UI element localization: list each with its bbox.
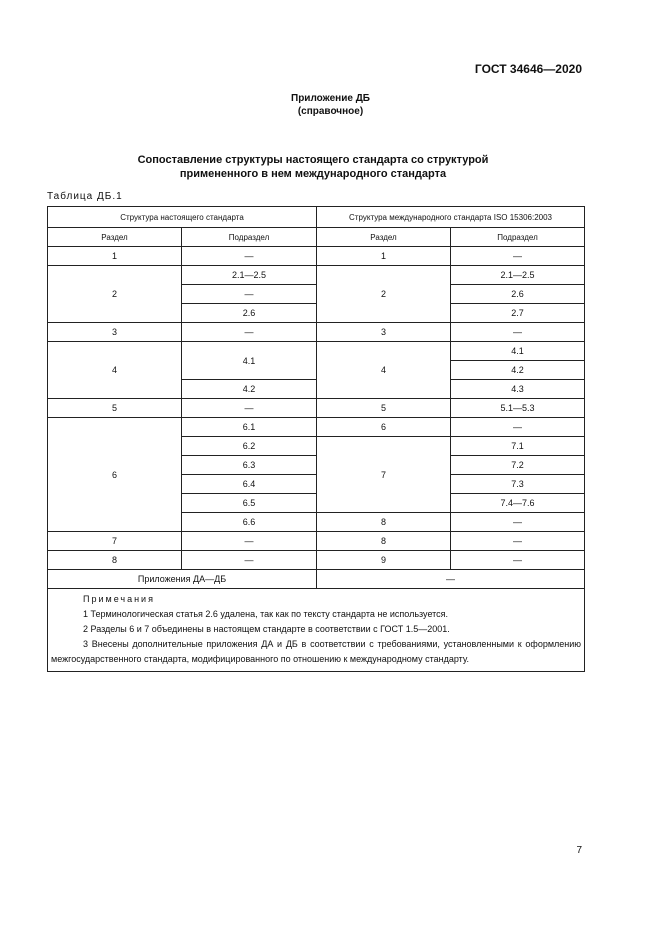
document-number: ГОСТ 34646—2020 <box>474 62 582 76</box>
note-item: 3 Внесены дополнительные приложения ДА и ДБ в соответствии с требованиями, установленными к оформлению межгосударственного стандарта, модифицированного по отношению к международному стандарту. <box>51 639 582 664</box>
table-cell: — <box>451 513 585 532</box>
table-cell: 3 <box>317 323 451 342</box>
table-row <box>48 551 585 570</box>
table-row <box>48 418 585 437</box>
table-cell: 6.4 <box>182 475 317 494</box>
appendix-name: Приложение ДБ <box>291 93 370 104</box>
table-cell: 3 <box>48 323 182 342</box>
table-cell: 2 <box>48 266 182 323</box>
header-international-structure: Структура международного стандарта ISO 15306:2003 <box>317 207 585 228</box>
table-cell: 1 <box>48 247 182 266</box>
header-international-subsection: Подраздел <box>451 228 585 247</box>
table-cell: 4 <box>48 342 182 399</box>
table-cell: 6.2 <box>182 437 317 456</box>
table-row <box>48 266 585 285</box>
table-cell: — <box>451 551 585 570</box>
table-cell: 7.1 <box>451 437 585 456</box>
table-cell: 6 <box>48 418 182 532</box>
table-cell: 7.4—7.6 <box>451 494 585 513</box>
table-row <box>48 342 585 361</box>
header-national-section: Раздел <box>48 228 182 247</box>
comparison-title-line-1: Сопоставление структуры настоящего стандарта со структурой <box>137 154 489 166</box>
table-cell: 9 <box>317 551 451 570</box>
note-item: 2 Разделы 6 и 7 объединены в настоящем стандарте в соответствии с ГОСТ 1.5—2001. <box>83 624 450 634</box>
header-national-structure: Структура настоящего стандарта <box>48 207 317 228</box>
table-cell: 2.6 <box>182 304 317 323</box>
table-cell: 7.3 <box>451 475 585 494</box>
table-cell: — <box>451 418 585 437</box>
table-cell: — <box>451 247 585 266</box>
table-cell: 6.6 <box>182 513 317 532</box>
table-row <box>48 532 585 551</box>
table-cell: 6.1 <box>182 418 317 437</box>
table-cell: 7.2 <box>451 456 585 475</box>
table-cell: 2.1—2.5 <box>182 266 317 285</box>
table-cell: 4.2 <box>451 361 585 380</box>
table-cell: 8 <box>317 513 451 532</box>
table-cell: 7 <box>48 532 182 551</box>
table-subheader-row <box>48 228 585 247</box>
table-cell: 8 <box>317 532 451 551</box>
comparison-title-line-2: примененного в нем международного стандарта <box>179 168 447 180</box>
table-cell: 4.3 <box>451 380 585 399</box>
table-cell: 6.3 <box>182 456 317 475</box>
table-cell: — <box>182 532 317 551</box>
table-header-row <box>48 207 585 228</box>
appendix-title <box>0 92 661 118</box>
table-cell: — <box>182 323 317 342</box>
table-cell: 6 <box>317 418 451 437</box>
table-cell: 2.7 <box>451 304 585 323</box>
table-cell: 5 <box>48 399 182 418</box>
table-cell: 1 <box>317 247 451 266</box>
table-cell: 4 <box>317 342 451 399</box>
header-international-section: Раздел <box>317 228 451 247</box>
table-cell: — <box>451 532 585 551</box>
table-cell: 6.5 <box>182 494 317 513</box>
table-cell: — <box>317 570 585 589</box>
appendix-type: (справочное) <box>297 106 364 117</box>
table-cell: — <box>182 285 317 304</box>
header-national-subsection: Подраздел <box>182 228 317 247</box>
notes-row <box>48 589 585 672</box>
table-row <box>48 247 585 266</box>
table-cell: 8 <box>48 551 182 570</box>
table-row <box>48 323 585 342</box>
table-cell: 2.6 <box>451 285 585 304</box>
note-item: 1 Терминологическая статья 2.6 удалена, так как по тексту стандарта не используется. <box>83 609 449 619</box>
table-row <box>48 570 585 589</box>
structure-comparison-table <box>47 206 585 672</box>
table-cell: 4.1 <box>182 342 317 380</box>
table-cell: 4.2 <box>182 380 317 399</box>
comparison-title <box>0 153 626 181</box>
table-cell: — <box>451 323 585 342</box>
table-cell: 2.1—2.5 <box>451 266 585 285</box>
table-cell: — <box>182 399 317 418</box>
table-cell: 7 <box>317 437 451 513</box>
table-cell: — <box>182 247 317 266</box>
page-number: 7 <box>576 845 582 856</box>
table-cell: 5.1—5.3 <box>451 399 585 418</box>
table-cell: Приложения ДА—ДБ <box>48 570 317 589</box>
table-caption: Таблица ДБ.1 <box>47 191 123 202</box>
table-cell: 4.1 <box>451 342 585 361</box>
table-row <box>48 399 585 418</box>
table-cell: — <box>182 551 317 570</box>
notes-cell <box>48 589 585 672</box>
notes-heading: Примечания <box>83 594 155 604</box>
table-cell: 5 <box>317 399 451 418</box>
table-cell: 2 <box>317 266 451 323</box>
